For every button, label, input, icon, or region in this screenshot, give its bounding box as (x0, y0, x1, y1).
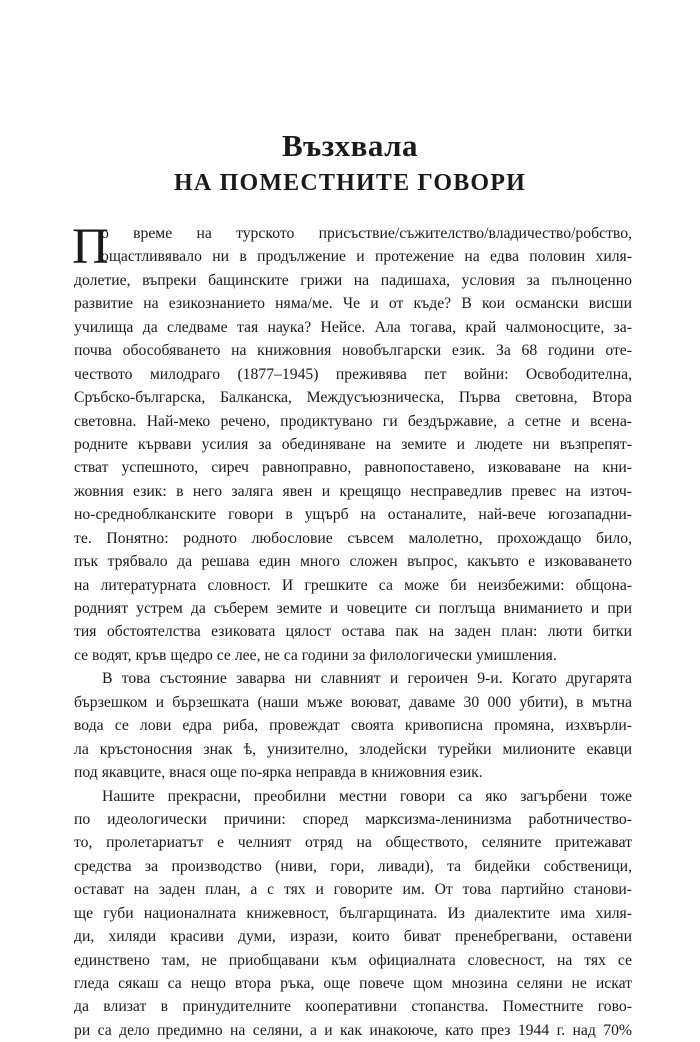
text-line: ще губи националната книжевност, българщината. Из диалектите има хиля- (74, 904, 632, 922)
chapter-subtitle: НА ПОМЕСТНИТЕ ГОВОРИ (173, 170, 527, 196)
text-line: стват успешното, сиреч равноправно, равнопоставено, изковаване на кни- (74, 459, 632, 477)
text-line: пък трябвало да решава един много сложен въпрос, какъвто е изковаването (74, 553, 632, 571)
text-line: по идеологически причини: според марксизма-ленинизма работничество- (74, 810, 632, 828)
text-line: родните кървави усилия за обединяване на земите и людете ни възпрепят- (74, 435, 632, 453)
text-line: бързешком и бързешката (наши мъже воюват, даваме 30 000 убити), в мътна (74, 693, 632, 711)
body-text (72, 219, 632, 1042)
text-line: остават на заден план, а с тях и говорите им. От това партийно станови- (74, 881, 632, 899)
text-line: те. Понятно: родното любословие съвсем малолетно, прохождащо било, (74, 529, 632, 547)
text-line: единствено там, не приобщавани към официалната словесност, на тях се (74, 951, 632, 969)
text-line: родният устрем да съберем земите и човеците си поглъща вниманието и при (74, 600, 632, 617)
text-line: да влизат в принудителните кооперативни стопанства. Поместните гово- (74, 998, 632, 1016)
text-line: развитие на езикознанието няма/ме. Че и от къде? В кои османски висши (74, 295, 632, 313)
text-line: Сръбско-българска, Балканска, Междусъюзническа, Първа световна, Втора (74, 389, 632, 407)
text-line: В това състояние заварва ни славният и героичен 9-и. Когато другарята (102, 670, 632, 688)
text-line: долетие, въпреки бащинските грижи на падишаха, условия за пълноценно (74, 271, 632, 289)
text-line: почва обособяването на книжовния новобългарски език. За 68 години оте- (74, 342, 632, 360)
text-line: чеството милодраго (1877–1945) преживява пет войни: Освободителна, (74, 365, 632, 383)
text-line: жовния език: в него заляга явен и крещящо несправедлив превес на източ- (74, 482, 632, 500)
text-line: световна. Най-меко речено, продиктувано ги бездържавие, а сетне и всена- (74, 412, 632, 430)
chapter-title: Възхвала (281, 128, 419, 163)
text-line: средства за производство (ниви, гори, ливади), та бидейки собственици, (74, 857, 632, 875)
text-line: се водят, кръв щедро се лее, не са години за филологически умишления. (74, 646, 557, 664)
text-line: то, пролетариатът е челният отряд на обществото, селяните притежават (74, 834, 632, 852)
text-line: вода се лови едра риба, провеждат своята кривописна промяна, изхвърли- (74, 717, 632, 735)
text-line: гледа сякаш са нещо втора ръка, още повече щом мнозина селяни не искат (74, 975, 632, 992)
text-line: училища да следваме тая наука? Нейсе. Ала тогава, край чалмоносците, за- (74, 318, 632, 336)
text-line: ри са дело предимно на селяни, а и как инакоюче, като през 1944 г. над 70% (74, 1021, 632, 1039)
text-line: о време на турското присъствие/съжителство/владичество/робство, (101, 225, 632, 242)
text-line: но-средноблканските говори в ущърб на останалите, най-вече югозападни- (74, 506, 632, 524)
text-line: на литературната словност. И грешките са може би неизбежими: общона- (74, 576, 632, 594)
text-line: ощастливявало ни в продължение и протежение на едва половин хиля- (101, 248, 632, 266)
text-line: ди, хиляди красиви думи, изрази, които биват пренебрегвани, оставени (74, 928, 632, 946)
text-line: тия обстоятелства езиковата цялост остава пак на заден план: люти битки (74, 623, 632, 641)
text-line: Нашите прекрасни, преобилни местни говори са яко загърбени тоже (102, 787, 632, 805)
text-line: ла кръстоносния знак ѣ, унизително, злодейски турейки милионите екавци (74, 740, 632, 758)
drop-cap: П (72, 219, 109, 275)
text-line: под якавците, внася още по-ярка неправда в книжовния език. (74, 764, 483, 782)
